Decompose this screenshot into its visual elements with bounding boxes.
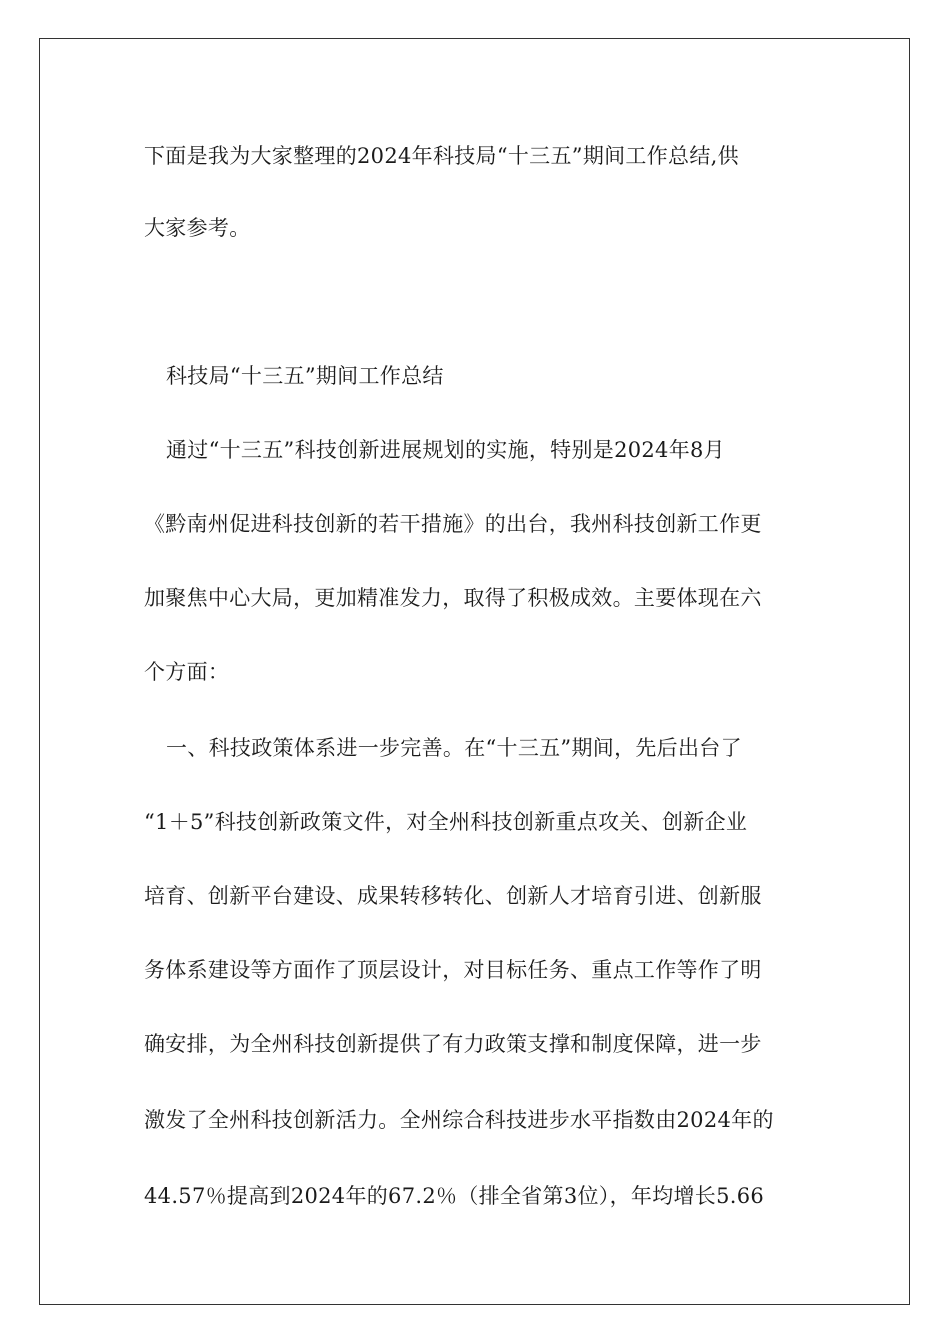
paragraph-line: 加聚焦中心大局，更加精准发力，取得了积极成效。主要体现在六 bbox=[144, 586, 762, 610]
paragraph-line: “1＋5”科技创新政策文件，对全州科技创新重点攻关、创新企业 bbox=[144, 810, 748, 834]
paragraph-line: 《黔南州促进科技创新的若干措施》的出台，我州科技创新工作更 bbox=[144, 512, 762, 536]
paragraph-line: 培育、创新平台建设、成果转移转化、创新人才培育引进、创新服 bbox=[144, 884, 762, 908]
paragraph-line: 务体系建设等方面作了顶层设计，对目标任务、重点工作等作了明 bbox=[144, 958, 762, 982]
paragraph-line: 通过“十三五”科技创新进展规划的实施，特别是2024年8月 bbox=[166, 438, 725, 462]
intro-line: 大家参考。 bbox=[144, 216, 251, 240]
paragraph-line: 激发了全州科技创新活力。全州综合科技进步水平指数由2024年的 bbox=[144, 1108, 774, 1132]
paragraph-line: 确安排，为全州科技创新提供了有力政策支撑和制度保障，进一步 bbox=[144, 1032, 762, 1056]
paragraph-line: 一、科技政策体系进一步完善。在“十三五”期间，先后出台了 bbox=[166, 736, 742, 760]
section-heading: 科技局“十三五”期间工作总结 bbox=[166, 364, 444, 388]
paragraph-line: 个方面： bbox=[144, 660, 230, 684]
intro-line: 下面是我为大家整理的2024年科技局“十三五”期间工作总结,供 bbox=[144, 144, 739, 168]
paragraph-line: 44.57％提高到2024年的67.2％（排全省第3位），年均增长5.66 bbox=[144, 1184, 765, 1208]
